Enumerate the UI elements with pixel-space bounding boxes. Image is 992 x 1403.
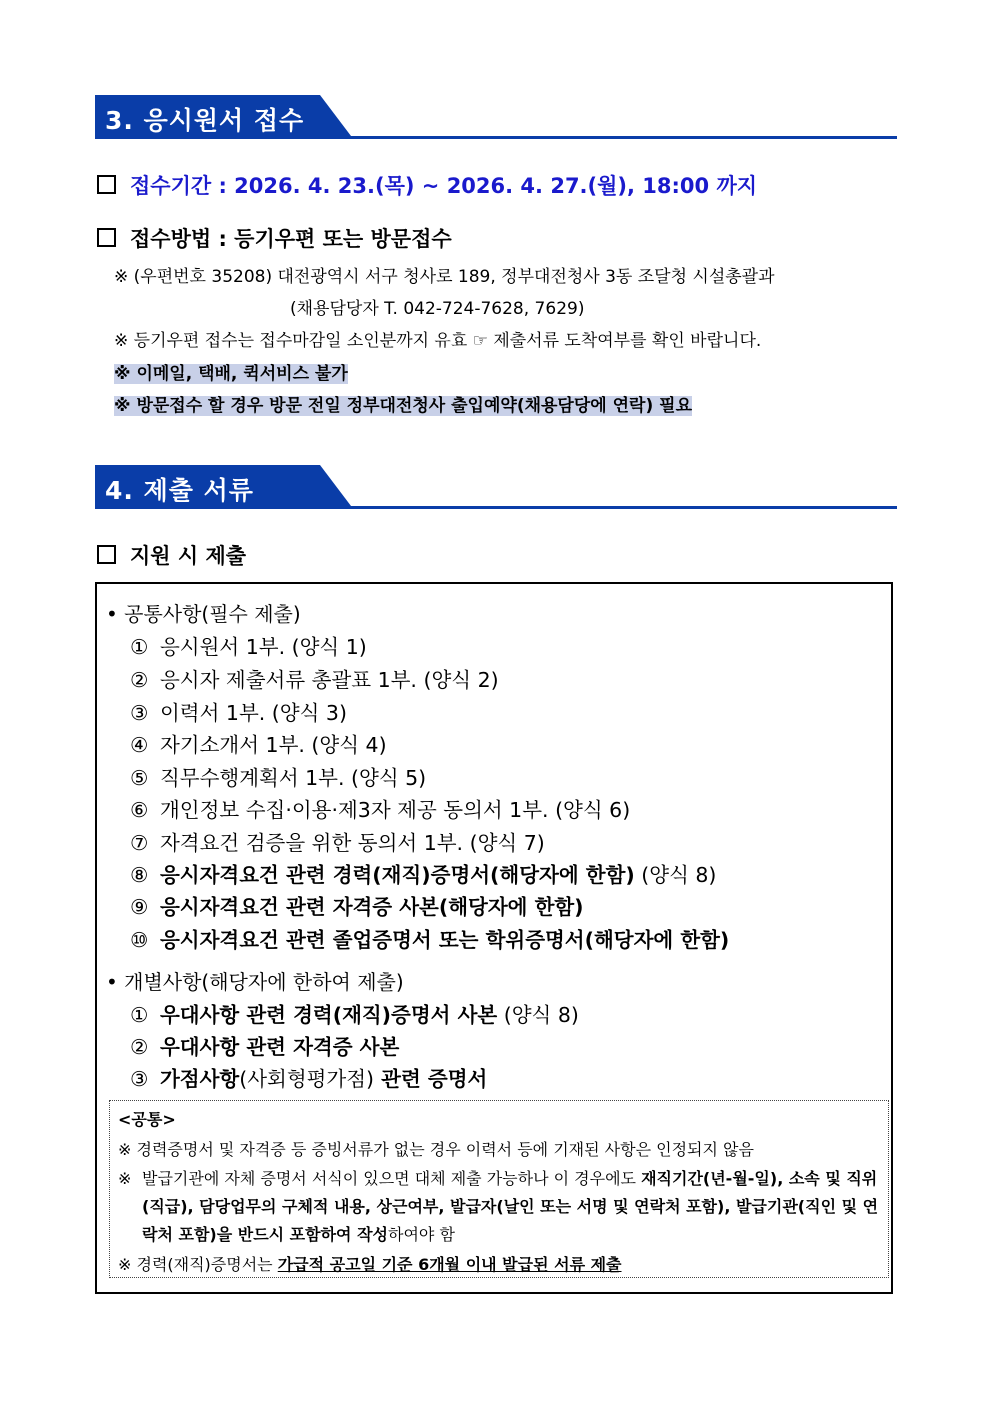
checkbox-square-icon: [97, 228, 116, 247]
list-item-10: [130, 923, 729, 953]
item-text-bold: 응시자격요건 관련 경력(재직)증명서(해당자에 한함): [160, 863, 635, 887]
reception-method-text: 접수방법 : 등기우편 또는 방문접수: [130, 227, 452, 251]
item-text-bold: 응시자격요건 관련 자격증 사본(해당자에 한함): [160, 895, 584, 919]
list-item: [130, 630, 367, 660]
item-number: ①: [130, 635, 149, 659]
list-item-9: [130, 890, 584, 920]
list-item-8: [130, 858, 716, 888]
common-note-2: [118, 1165, 882, 1249]
item-number: ②: [130, 1035, 149, 1059]
note-text: 하여야 함: [387, 1225, 455, 1244]
item-text: 직무수행계획서 1부. (양식 5): [160, 766, 427, 790]
individual-item-1: [130, 998, 579, 1028]
common-note-2-body: [118, 1165, 882, 1249]
note-visit-text: ※ 방문접수 할 경우 방문 전일 정부대전청사 출입예약(채용담당에 연락) 필요: [114, 396, 692, 416]
section-3-header: [95, 95, 897, 141]
note-text-bold: 재직기간(년-월-일), 소속 및 직위(직급), 담당업무의 구체적 내용, 상근여부, 발급자(날인 또는 서명 및 연락처 포함), 발급기관(직인 및 연락처 포함)을 반드시 포함하여 작성: [142, 1169, 879, 1244]
item-text-bold: 응시자격요건 관련 졸업증명서 또는 학위증명서(해당자에 한함): [160, 928, 730, 952]
note-text: 발급기관에 자체 증명서 서식이 있으면 대체 제출 가능하나 이 경우에도: [142, 1169, 642, 1188]
address-line-1: ※ (우편번호 35208) 대전광역시 서구 청사로 189, 정부대전청사 3동 조달청 시설총괄과: [114, 267, 775, 287]
note-no-email-text: ※ 이메일, 택배, 퀵서비스 불가: [114, 364, 348, 384]
item-number: ③: [130, 1067, 149, 1091]
note-visit: [114, 391, 692, 416]
checkbox-square-icon: [97, 175, 116, 194]
item-text: 자격요건 검증을 위한 동의서 1부. (양식 7): [160, 831, 545, 855]
item-number: ⑨: [130, 895, 149, 919]
individual-group-label: • 개별사항(해당자에 한하여 제출): [106, 970, 404, 994]
item-number: ⑤: [130, 766, 149, 790]
section-4-title: 4. 제출 서류: [105, 476, 254, 505]
common-notes-box: [109, 1100, 889, 1278]
address-line-2: (채용담당자 T. 042-724-7628, 7629): [290, 299, 585, 319]
item-text: 개인정보 수집·이용·제3자 제공 동의서 1부. (양식 6): [160, 798, 631, 822]
list-item: [130, 761, 426, 791]
list-item: [130, 728, 387, 758]
item-number: ④: [130, 733, 149, 757]
item-number: ⑦: [130, 831, 149, 855]
list-item: [130, 696, 347, 726]
item-text-bold: 관련 증명서: [374, 1067, 488, 1091]
note-text: ※ 경력(재직)증명서는: [118, 1255, 278, 1274]
item-number: ⑩: [130, 928, 149, 952]
common-note-1: ※ 경력증명서 및 자격증 등 증빙서류가 없는 경우 이력서 등에 기재된 사항은 인정되지 않음: [118, 1140, 754, 1159]
item-number: ⑥: [130, 798, 149, 822]
item-text: (양식 8): [634, 863, 717, 887]
reception-period-text: 접수기간 : 2026. 4. 23.(목) ~ 2026. 4. 27.(월), 18:00 까지: [130, 174, 758, 198]
individual-item-2: [130, 1030, 399, 1060]
item-text: (사회형평가점): [239, 1067, 375, 1091]
checkbox-square-icon: [97, 545, 116, 564]
note-mark: ※: [118, 1169, 132, 1188]
item-text: 이력서 1부. (양식 3): [160, 701, 347, 725]
reception-method: [97, 223, 452, 253]
item-text: (양식 8): [497, 1003, 579, 1027]
note-mail: ※ 등기우편 접수는 접수마감일 소인분까지 유효 ☞ 제출서류 도착여부를 확인 바랍니다.: [114, 331, 762, 351]
section-4-header: [95, 465, 897, 511]
common-note-3: [118, 1252, 622, 1275]
common-group-label: • 공통사항(필수 제출): [106, 602, 301, 626]
submit-subheading-text: 지원 시 제출: [130, 544, 247, 568]
item-text-bold: 가점사항: [160, 1067, 240, 1091]
documents-box: [95, 582, 893, 1294]
item-text-bold: 우대사항 관련 경력(재직)증명서 사본: [160, 1003, 498, 1027]
section-3-title: 3. 응시원서 접수: [105, 106, 305, 135]
item-text: 응시원서 1부. (양식 1): [160, 635, 367, 659]
submit-subheading: [97, 540, 246, 570]
item-text: 자기소개서 1부. (양식 4): [160, 733, 387, 757]
list-item: [130, 793, 630, 823]
individual-item-3: [130, 1062, 487, 1092]
item-number: ③: [130, 701, 149, 725]
list-item: [130, 663, 499, 693]
note-no-email: [114, 359, 348, 384]
item-text: 응시자 제출서류 총괄표 1부. (양식 2): [160, 668, 499, 692]
note-text-underlined: 가급적 공고일 기준 6개월 이내 발급된 서류 제출: [277, 1255, 622, 1274]
item-number: ⑧: [130, 863, 149, 887]
reception-period: [97, 170, 757, 200]
item-number: ①: [130, 1003, 149, 1027]
item-number: ②: [130, 668, 149, 692]
list-item: [130, 826, 545, 856]
common-notes-title: <공통>: [118, 1110, 176, 1129]
item-text-bold: 우대사항 관련 자격증 사본: [160, 1035, 400, 1059]
